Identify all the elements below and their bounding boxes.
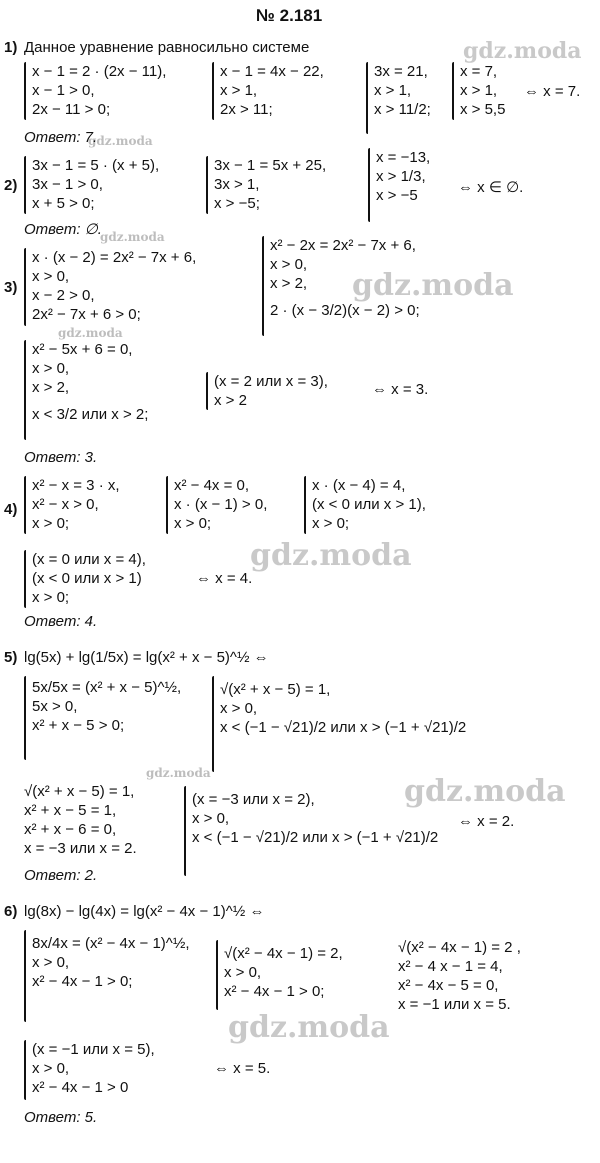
system-c — [376, 148, 430, 205]
system-line: x · (x − 4) = 4, — [312, 477, 406, 494]
system-line: x > 0, — [224, 964, 262, 981]
watermark: gdz.moda — [404, 774, 566, 809]
system-line: x − 2 > 0, — [32, 287, 95, 304]
part-number: 6) — [4, 903, 18, 920]
system-line: x² − x > 0, — [32, 496, 99, 513]
system-line: x² − 4x = 0, — [174, 477, 250, 494]
system-line: (x < 0 или x > 1) — [32, 570, 142, 587]
system-brace — [216, 940, 218, 1010]
system-line: 2 · (x − 3/2)(x − 2) > 0; — [270, 302, 420, 319]
system-line: x² − 4x − 5 = 0, — [398, 977, 499, 994]
system-line: x² − 2x = 2x² − 7x + 6, — [270, 237, 416, 254]
system-line: x < 3/2 или x > 2; — [32, 406, 149, 423]
system-line: x > 2, — [270, 275, 308, 292]
system-a — [32, 934, 190, 991]
system-line: x > 2 — [214, 392, 247, 409]
steps — [398, 938, 521, 1014]
system-b — [220, 680, 466, 737]
system-brace — [452, 62, 454, 120]
system-line: 2x² − 7x + 6 > 0; — [32, 306, 141, 323]
system-c — [374, 62, 431, 119]
system-line: √(x² + x − 5) = 1, — [24, 783, 135, 800]
system-b — [224, 944, 343, 1001]
system-line: x > 0; — [174, 515, 212, 532]
system-brace — [24, 248, 26, 326]
part-number: 5) — [4, 649, 18, 666]
system-b — [174, 476, 267, 533]
system-line: (x = −3 или x = 2), — [192, 791, 315, 808]
system-a — [32, 248, 196, 324]
watermark: gdz.moda — [100, 230, 165, 244]
system-line: x > 1, — [220, 82, 258, 99]
system-a — [32, 476, 120, 533]
system-line: x > 11/2; — [374, 101, 431, 118]
system-line: √(x² − 4x − 1) = 2 , — [398, 939, 521, 956]
system-line: x > 0, — [192, 810, 230, 827]
system-brace — [24, 340, 26, 440]
system-c — [32, 340, 148, 424]
result: ⇔ x = 5. — [214, 1060, 271, 1077]
system-line: x > 0, — [270, 256, 308, 273]
system-b — [214, 156, 326, 213]
system-brace — [24, 476, 26, 534]
system-b — [220, 62, 324, 119]
system-line: x = 7, — [460, 63, 498, 80]
system-d — [32, 550, 146, 607]
result: ⇔ x = 2. — [458, 813, 515, 830]
system-brace — [24, 550, 26, 608]
system-line: x > 0, — [32, 954, 70, 971]
system-line: x = −13, — [376, 149, 431, 166]
system-line: x > 1, — [374, 82, 412, 99]
system-line: x² − 4x − 1 > 0; — [224, 983, 325, 1000]
system-line: x + 5 > 0; — [32, 195, 95, 212]
system-line: 3x − 1 = 5x + 25, — [214, 157, 327, 174]
answer: Ответ: 3. — [24, 449, 98, 466]
system-line: x > 0, — [32, 268, 70, 285]
part-number: 3) — [4, 279, 18, 296]
system-line: x² + x − 5 > 0; — [32, 717, 125, 734]
watermark: gdz.moda — [228, 1010, 390, 1045]
system-a — [32, 156, 159, 213]
part-number: 4) — [4, 501, 18, 518]
system-a — [32, 678, 181, 735]
system-a — [32, 62, 166, 119]
answer: Ответ: 4. — [24, 613, 98, 630]
system-line: (x = 0 или x = 4), — [32, 551, 146, 568]
system-line: x > 5,5 — [460, 101, 506, 118]
result: ⇔ x = 4. — [196, 570, 253, 587]
system-line: x² + x − 5 = 1, — [24, 802, 117, 819]
system-brace — [366, 62, 368, 134]
system-line: x > 2, — [32, 379, 70, 396]
system-line: x − 1 = 4x − 22, — [220, 63, 324, 80]
system-line: x > 0, — [32, 1060, 70, 1077]
system-line: x = −3 или x = 2. — [24, 840, 137, 857]
system-brace — [212, 676, 214, 772]
system-line: 3x − 1 > 0, — [32, 176, 103, 193]
system-line: x > 0; — [32, 589, 70, 606]
system-line: x < (−1 − √21)/2 или x > (−1 + √21)/2 — [220, 719, 467, 736]
system-line: x² − 4x − 1 > 0 — [32, 1079, 129, 1096]
system-line: x − 1 = 2 · (2x − 11), — [32, 63, 167, 80]
system-line: √(x² + x − 5) = 1, — [220, 681, 331, 698]
system-brace — [24, 676, 26, 760]
system-d — [214, 372, 328, 410]
system-line: √(x² − 4x − 1) = 2, — [224, 945, 343, 962]
part-number: 2) — [4, 177, 18, 194]
system-line: 3x = 21, — [374, 63, 428, 80]
system-line: x − 1 > 0, — [32, 82, 95, 99]
system-line: (x = −1 или x = 5), — [32, 1041, 155, 1058]
system-line: x > 0; — [312, 515, 350, 532]
system-line: 2x > 11; — [220, 101, 273, 118]
answer: Ответ: 5. — [24, 1109, 98, 1126]
system-line: x > 1/3, — [376, 168, 426, 185]
system-brace — [24, 1040, 26, 1100]
equation: lg(8x) − lg(4x) = lg(x² − 4x − 1)^½ ⇔ — [24, 903, 265, 920]
watermark: gdz.moda — [463, 38, 582, 64]
system-line: x² − 4 x − 1 = 4, — [398, 958, 503, 975]
system-line: x > 1, — [460, 82, 498, 99]
system-line: 3x − 1 = 5 · (x + 5), — [32, 157, 160, 174]
system-b — [270, 236, 420, 320]
system-line: x² − 4x − 1 > 0; — [32, 973, 133, 990]
system-brace — [24, 156, 26, 214]
system-line: x · (x − 1) > 0, — [174, 496, 268, 513]
part-intro: Данное уравнение равносильно системе — [24, 39, 310, 56]
part-number: 1) — [4, 39, 18, 56]
system-brace — [262, 236, 264, 336]
problem-title: № 2.181 — [256, 6, 323, 25]
system-line: 2x − 11 > 0; — [32, 101, 111, 118]
system-brace — [24, 930, 26, 1022]
system-line: (x < 0 или x > 1), — [312, 496, 426, 513]
watermark: gdz.moda — [58, 326, 123, 340]
system-brace — [212, 62, 214, 120]
system-brace — [166, 476, 168, 534]
system-line: x < (−1 − √21)/2 или x > (−1 + √21)/2 — [192, 829, 439, 846]
system-brace — [368, 148, 370, 222]
answer: Ответ: 7. — [24, 129, 98, 146]
answer: Ответ: ∅. — [24, 221, 102, 238]
system-line: (x = 2 или x = 3), — [214, 373, 328, 390]
result: ⇔ x = 3. — [372, 381, 429, 398]
equation: lg(5x) + lg(1/5x) = lg(x² + x − 5)^½ ⇔ — [24, 649, 269, 666]
system-line: x > 0, — [220, 700, 258, 717]
system-d — [460, 62, 505, 119]
steps — [24, 782, 137, 858]
result: ⇔ x = 7. — [524, 83, 581, 100]
system-c — [312, 476, 426, 533]
system-brace — [206, 372, 208, 410]
watermark: gdz.moda — [250, 538, 412, 573]
system-c — [32, 1040, 155, 1097]
watermark: gdz.moda — [88, 134, 153, 148]
system-brace — [184, 786, 186, 876]
system-brace — [24, 62, 26, 120]
system-c — [192, 790, 438, 847]
system-line: x > 0, — [32, 360, 70, 377]
system-line: 5x/5x = (x² + x − 5)^½, — [32, 679, 182, 696]
system-line: x > −5 — [376, 187, 418, 204]
answer: Ответ: 2. — [24, 867, 98, 884]
watermark: gdz.moda — [146, 766, 211, 780]
system-line: 5x > 0, — [32, 698, 78, 715]
system-line: x² − x = 3 · x, — [32, 477, 120, 494]
watermark: gdz.moda — [352, 268, 514, 303]
system-line: x > 0; — [32, 515, 70, 532]
system-line: 3x > 1, — [214, 176, 260, 193]
system-brace — [304, 476, 306, 534]
system-brace — [206, 156, 208, 214]
system-line: x = −1 или x = 5. — [398, 996, 511, 1013]
system-line: x > −5; — [214, 195, 260, 212]
system-line: x² − 5x + 6 = 0, — [32, 341, 133, 358]
system-line: 8x/4x = (x² − 4x − 1)^½, — [32, 935, 190, 952]
system-line: x² + x − 6 = 0, — [24, 821, 117, 838]
system-line: x · (x − 2) = 2x² − 7x + 6, — [32, 249, 197, 266]
result: ⇔ x ∈ ∅. — [458, 179, 524, 196]
